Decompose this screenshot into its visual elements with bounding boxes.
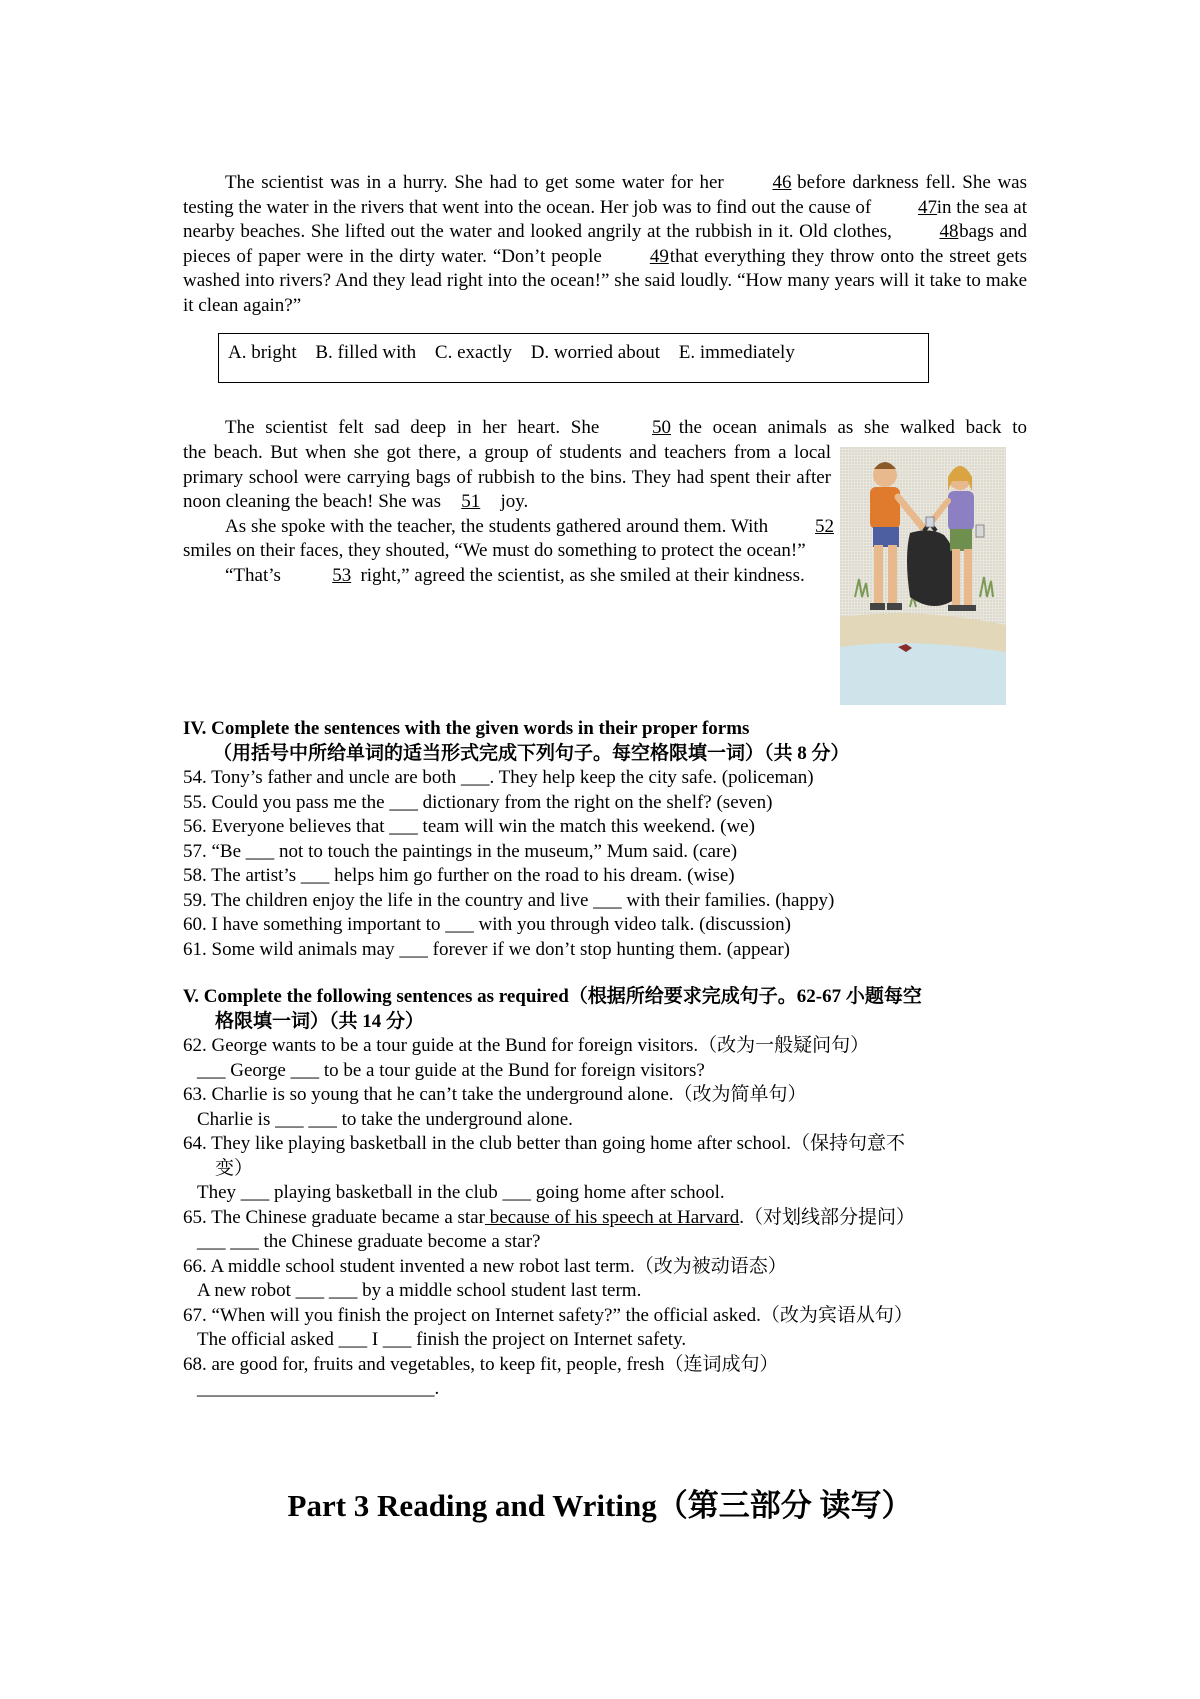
section-iv-heading: IV. Complete the sentences with the given words in their proper forms bbox=[183, 718, 750, 739]
question-62: 62. George wants to be a tour guide at the Bund for foreign visitors.（改为一般疑问句） bbox=[183, 1035, 870, 1056]
passage-paragraph-1 bbox=[183, 171, 1027, 318]
answer-65: ___ ___ the Chinese graduate become a star? bbox=[197, 1231, 541, 1252]
question-59: 59. The children enjoy the life in the country and live ___ with their families. (happy) bbox=[183, 889, 835, 911]
question-54: 54. Tony’s father and uncle are both ___. They help keep the city safe. (policeman) bbox=[183, 767, 814, 788]
option-a: A. bright bbox=[228, 342, 297, 363]
blank-46[interactable]: 46 bbox=[772, 172, 792, 193]
blank-48[interactable]: 48 bbox=[939, 221, 959, 242]
section-v bbox=[183, 985, 1033, 1402]
question-58: 58. The artist’s ___ helps him go further on the road to his dream. (wise) bbox=[183, 865, 735, 886]
option-c: C. exactly bbox=[434, 342, 512, 363]
option-b: B. filled with bbox=[315, 342, 417, 363]
question-61: 61. Some wild animals may ___ forever if we don’t stop hunting them. (appear) bbox=[183, 938, 790, 960]
section-v-heading-cont: 格限填一词）（共 14 分） bbox=[215, 1010, 425, 1032]
blank-52[interactable]: 52 bbox=[815, 515, 834, 537]
passage-text: bags and pieces of paper were in the dirty water. “Don’t people bbox=[183, 221, 1027, 267]
blank-51[interactable]: 51 bbox=[461, 491, 481, 512]
question-56: 56. Everyone believes that ___ team will win the match this weekend. (we) bbox=[183, 816, 755, 837]
passage-text: in the sea at nearby beaches. She lifted out the water and looked angrily at the rubbish in it. Old clothes, bbox=[183, 196, 1027, 242]
section-iv-heading-cn: （用括号中所给单词的适当形式完成下列句子。每空格限填一词）（共 8 分） bbox=[213, 742, 850, 764]
blank-50[interactable]: 50 bbox=[652, 417, 672, 438]
question-68: 68. are good for, fruits and vegetables, to keep fit, people, fresh（连词成句） bbox=[183, 1353, 779, 1375]
children-cleaning-beach-illustration bbox=[840, 447, 1006, 705]
passage-narrow-column bbox=[183, 441, 834, 588]
word-options-box bbox=[218, 333, 929, 383]
passage-text: before darkness fell. She was testing the water in the rivers that went into the ocean. Her job was to find out the cause of bbox=[183, 172, 1027, 218]
question-63: 63. Charlie is so young that he can’t take the underground alone.（改为简单句） bbox=[183, 1084, 807, 1105]
passage-text: “That’s bbox=[225, 564, 281, 586]
question-64: 64. They like playing basketball in the club better than going home after school.（保持句意不 bbox=[183, 1133, 906, 1154]
passage-text: joy. bbox=[500, 491, 529, 512]
section-iv bbox=[183, 717, 1033, 962]
passage-text: As she spoke with the teacher, the students gathered around them. With bbox=[225, 515, 769, 537]
option-e: E. immediately bbox=[678, 342, 795, 363]
question-65-text: 65. The Chinese graduate became a star bbox=[183, 1206, 485, 1228]
answer-62: ___ George ___ to be a tour guide at the Bund for foreign visitors? bbox=[197, 1059, 705, 1081]
passage-paragraph-2 bbox=[183, 416, 1027, 441]
question-57: 57. “Be ___ not to touch the paintings in the museum,” Mum said. (care) bbox=[183, 840, 738, 862]
answer-68: _________________________. bbox=[197, 1378, 440, 1399]
passage-text: The scientist was in a hurry. She had to get some water for her bbox=[225, 172, 724, 193]
passage-text: the ocean animals as she walked back to bbox=[678, 417, 1028, 438]
question-65 bbox=[183, 1206, 1033, 1231]
question-67: 67. “When will you finish the project on Internet safety?” the official asked.（改为宾语从句） bbox=[183, 1304, 913, 1326]
option-d: D. worried about bbox=[530, 342, 660, 363]
blank-47[interactable]: 47 bbox=[917, 196, 937, 218]
blank-53[interactable]: 53 bbox=[332, 564, 352, 586]
passage-text: The scientist felt sad deep in her heart. She bbox=[225, 417, 600, 438]
question-66: 66. A middle school student invented a new robot last term.（改为被动语态） bbox=[183, 1255, 787, 1277]
passage-text: smiles on their faces, they shouted, “We must do something to protect the ocean!” bbox=[183, 540, 806, 561]
answer-64: They ___ playing basketball in the club ___ going home after school. bbox=[197, 1182, 725, 1203]
question-64-cont: 变） bbox=[215, 1157, 254, 1179]
section-v-heading: V. Complete the following sentences as required（根据所给要求完成句子。62-67 小题每空 bbox=[183, 986, 922, 1007]
answer-63: Charlie is ___ ___ to take the underground alone. bbox=[197, 1108, 573, 1130]
question-60: 60. I have something important to ___ with you through video talk. (discussion) bbox=[183, 914, 791, 935]
part-3-title: Part 3 Reading and Writing（第三部分 读写） bbox=[287, 1488, 913, 1523]
passage-text: that everything they throw onto the street gets washed into rivers? And they lead right into the ocean!” she said loudly. “How many years will it take to make it clean again?” bbox=[183, 245, 1028, 316]
blank-49[interactable]: 49 bbox=[649, 245, 669, 267]
passage-text: the beach. But when she got there, a group of students and teachers from a local primary school were carrying bags of rubbish to the bins. They had spent their after noon cleaning the beach! She was bbox=[183, 442, 831, 512]
question-55: 55. Could you pass me the ___ dictionary from the right on the shelf? (seven) bbox=[183, 791, 773, 813]
answer-66: A new robot ___ ___ by a middle school student last term. bbox=[197, 1280, 642, 1301]
question-65-underlined: because of his speech at Harvard bbox=[484, 1206, 740, 1228]
passage-text: right,” agreed the scientist, as she smiled at their kindness. bbox=[360, 564, 805, 586]
answer-67: The official asked ___ I ___ finish the project on Internet safety. bbox=[197, 1329, 687, 1350]
question-65-instruction: .（对划线部分提问） bbox=[739, 1206, 915, 1228]
